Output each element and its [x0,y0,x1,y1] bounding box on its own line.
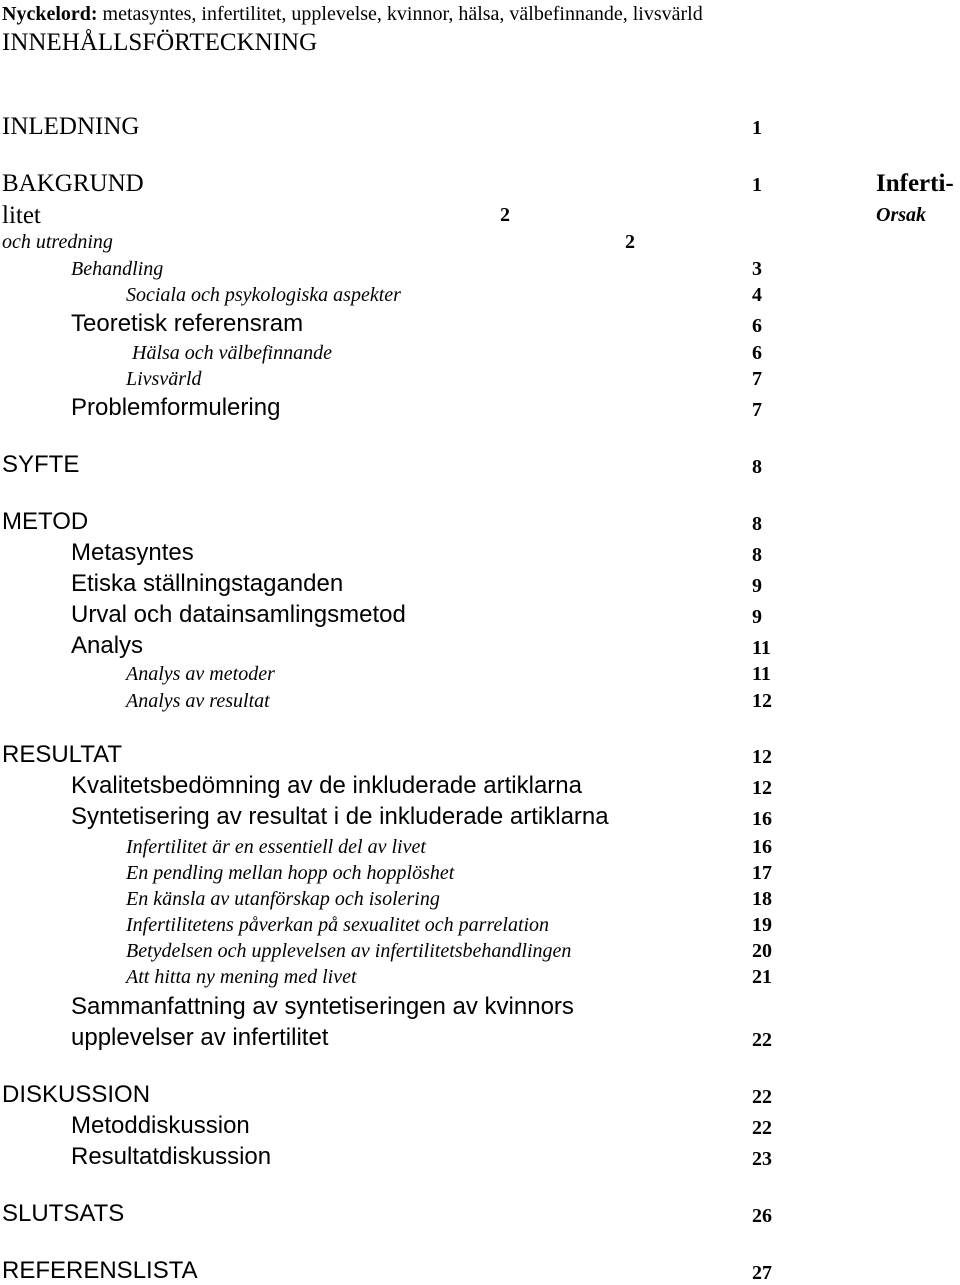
toc-entry-teoretisk: Teoretisk referensram [71,310,304,337]
toc-title: INNEHÅLLSFÖRTECKNING [2,29,318,56]
toc-entry-analys: Analys [71,632,144,659]
page-number: 7 [752,368,762,390]
toc-entry-sociala: Sociala och psykologiska aspekter [126,284,401,306]
page-number: 2 [500,204,510,226]
page-number: 2 [625,231,635,253]
page-number: 9 [752,575,762,597]
toc-entry-slutsats: SLUTSATS [2,1200,125,1227]
page-number: 16 [752,836,772,858]
toc-entry-orsak-part2: och utredning [2,231,113,253]
page-number: 7 [752,399,762,421]
page-number: 21 [752,966,772,988]
toc-entry-halsa: Hälsa och välbefinnande [132,342,332,364]
toc-entry-livsvarld: Livsvärld [126,368,202,390]
toc-entry-behandling: Behandling [71,258,164,280]
toc-entry-referenslista: REFERENSLISTA [2,1257,198,1284]
page-number: 6 [752,342,762,364]
toc-entry-kvalitetsbedomning: Kvalitetsbedömning av de inkluderade artiklarna [71,772,582,799]
page-number: 8 [752,544,762,566]
toc-entry-sammanfattning-line1: Sammanfattning av syntetiseringen av kvinnors [71,993,574,1020]
toc-entry-etiska: Etiska ställningstaganden [71,570,344,597]
page-number: 26 [752,1205,772,1227]
toc-entry-essentiell: Infertilitet är en essentiell del av livet [126,836,426,858]
keywords-text: metasyntes, infertilitet, upplevelse, kvinnor, hälsa, välbefinnande, livsvärld [97,3,703,25]
toc-entry-pendling: En pendling mellan hopp och hopplöshet [126,862,455,884]
page-number: 11 [752,663,771,685]
page-number: 11 [752,637,771,659]
toc-entry-infertilitet-part1: Inferti- [876,170,954,197]
toc-entry-inledning: INLEDNING [2,113,140,140]
page-number: 8 [752,513,762,535]
page-number: 9 [752,606,762,628]
page-number: 18 [752,888,772,910]
toc-entry-kansla: En känsla av utanförskap och isolering [126,888,440,910]
page-number: 1 [752,117,762,139]
page-number: 20 [752,940,772,962]
toc-entry-problemformulering: Problemformulering [71,394,281,421]
page-number: 27 [752,1262,772,1284]
page-number: 12 [752,746,772,768]
toc-entry-paverkan: Infertilitetens påverkan på sexualitet och parrelation [126,914,550,936]
page-number: 22 [752,1029,772,1051]
page-number: 1 [752,174,762,196]
toc-entry-diskussion: DISKUSSION [2,1081,151,1108]
page-number: 22 [752,1086,772,1108]
page-number: 16 [752,808,772,830]
toc-entry-syntetisering: Syntetisering av resultat i de inkluderade artiklarna [71,803,609,830]
page-number: 19 [752,914,772,936]
toc-entry-syfte: SYFTE [2,451,80,478]
toc-entry-metoddiskussion: Metoddiskussion [71,1112,250,1139]
toc-entry-analys-resultat: Analys av resultat [126,690,270,712]
toc-entry-betydelsen: Betydelsen och upplevelsen av infertilitetsbehandlingen [126,940,572,962]
toc-entry-metod: METOD [2,508,89,535]
toc-entry-infertilitet-part2: litet [2,202,41,229]
toc-entry-resultatdiskussion: Resultatdiskussion [71,1143,272,1170]
toc-entry-orsak-part1: Orsak [876,204,927,226]
keywords-label: Nyckelord: [2,3,98,25]
page-number: 12 [752,777,772,799]
toc-entry-urval: Urval och datainsamlingsmetod [71,601,406,628]
toc-entry-resultat: RESULTAT [2,741,123,768]
toc-entry-analys-metoder: Analys av metoder [126,663,275,685]
page-number: 8 [752,456,762,478]
page-number: 3 [752,258,762,280]
keywords-line [2,4,703,24]
toc-entry-bakgrund: BAKGRUND [2,170,144,197]
toc-entry-sammanfattning-line2: upplevelser av infertilitet [71,1024,329,1051]
page-number: 23 [752,1148,772,1170]
page-number: 4 [752,284,762,306]
page-number: 22 [752,1117,772,1139]
page-number: 17 [752,862,772,884]
page-number: 6 [752,315,762,337]
toc-entry-mening: Att hitta ny mening med livet [126,966,357,988]
toc-entry-metasyntes: Metasyntes [71,539,194,566]
page-number: 12 [752,690,772,712]
